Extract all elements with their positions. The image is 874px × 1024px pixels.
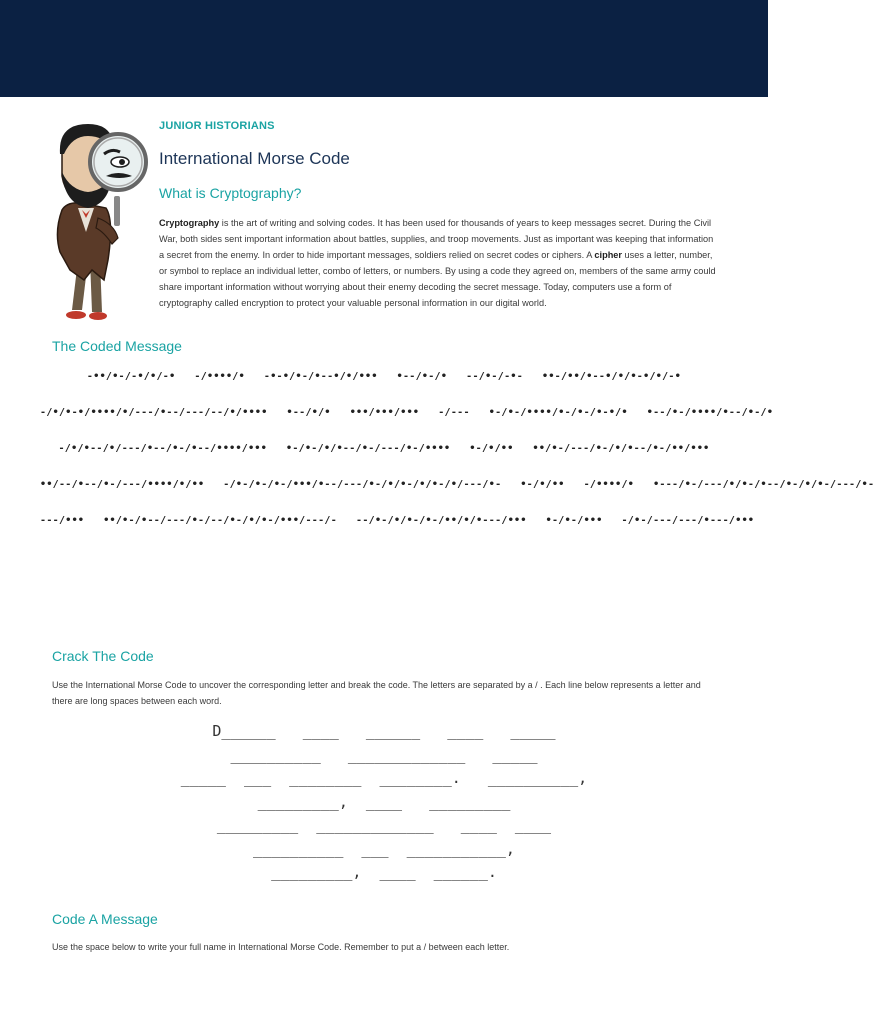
morse-line: -/•/•-•/••••/•/---/•--/---/--/•/•••• •--/•/• •••/•••/••• -/--- •-/•-/••••/•-/•-/•-•/• •--/•-/••••/•--/•-/• (40, 407, 774, 418)
answer-blanks (30, 720, 738, 885)
term-cipher: cipher (594, 250, 622, 260)
term-cryptography: Cryptography (159, 218, 220, 228)
section-heading-code-a-message: Code A Message (52, 911, 158, 927)
lincoln-magnifier-illustration (48, 120, 152, 325)
section-heading-what-is-cryptography: What is Cryptography? (159, 185, 302, 201)
intro-text-2: uses a letter, number, or symbol to replace an individual letter, combo of letters, or numbers. By using a code they agreed on, members of the same army could share important information without worrying about their enemy decoding the secret message. Today, computers use a form of cryptography called encryption to protect your valuable personal information in our digital world. (159, 250, 716, 308)
top-banner (0, 0, 768, 97)
crack-instructions: Use the International Morse Code to uncover the corresponding letter and break the code. The letters are separated by a / . Each line below represents a letter and there are long spaces between each word. (52, 680, 701, 706)
answer-line[interactable]: D______ ____ ______ ____ _____ (212, 722, 556, 740)
answer-line[interactable]: __________ ___ ___________, (253, 839, 515, 858)
morse-line: -/•/•--/•/---/•--/•-/•--/••••/••• •-/•-/•/•--/•-/---/•-/•••• •-/•/•• ••/•-/---/•-/•/•--/•-/••/••• (58, 443, 710, 454)
page-title: International Morse Code (159, 149, 350, 168)
morse-line: ••/--/•--/•-/---/••••/•/•• -/•-/•-/•-/•••/•--/---/•-/•/•-/•/•-/•/---/•- •-/•/•• -/••••/• •---/•-/---/•/•-/•--/•-/•/•-/---/•- (40, 479, 874, 490)
morse-line: ---/••• ••/•-/•--/---/•-/--/•-/•/•-/•••/---/- --/•-/•/•-/•-/••/•/•---/••• •-/•-/••• -/•-/---/---/•---/••• (40, 515, 755, 526)
intro-paragraph (159, 215, 719, 311)
code-message-instructions: Use the space below to write your full name in International Morse Code. Remember to put a / between each letter. (52, 942, 510, 952)
answer-line[interactable]: _________ _____________ ____ ____ (216, 816, 552, 834)
intro-text-1: is the art of writing and solving codes. It has been used for thousands of years to keep messages secret. During the Civil War, both sides sent important information about battles, supplies, and troop movements. Just as important was keeping that information a secret from the enemy. In order to hide important messages, soldiers relied on secret codes or ciphers. A (159, 218, 714, 260)
series-label: JUNIOR HISTORIANS (159, 120, 275, 132)
coded-message-block (40, 362, 874, 542)
answer-line[interactable]: __________ _____________ _____ (230, 745, 538, 764)
morse-line: -••/•-/-•/•/-• -/••••/• -•-•/•-/•--•/•/••• •--/•-/• --/•-/-•- ••-/••/•--•/•/•-•/•/-• (86, 371, 682, 382)
section-heading-crack-the-code: Crack The Code (52, 648, 154, 664)
answer-line[interactable]: _________, ____ _________ (257, 792, 511, 811)
section-heading-coded-message: The Coded Message (52, 338, 182, 354)
answer-line[interactable]: _____ ___ ________ ________. __________, (180, 769, 588, 787)
answer-line[interactable]: _________, ____ ______. (271, 863, 497, 881)
